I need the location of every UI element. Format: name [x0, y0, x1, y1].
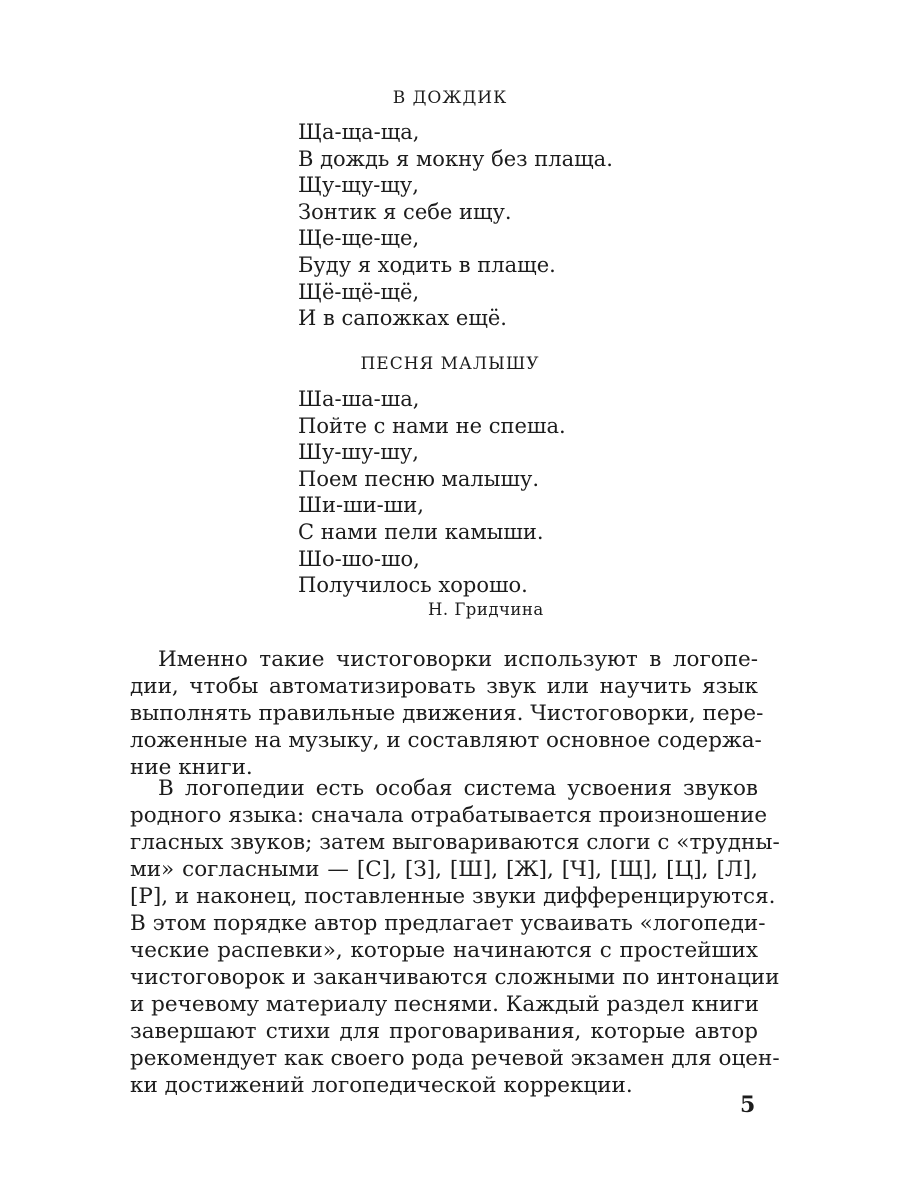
paragraph-line: Именно такие чистоговорки используют в логопе- — [158, 647, 758, 672]
poem-line: Буду я ходить в плаще. — [298, 252, 556, 277]
poem-line: Поем песню малышу. — [298, 466, 539, 491]
paragraph-2 — [130, 775, 780, 1099]
paragraph-line: В логопедии есть особая система усвоения звуков — [158, 776, 758, 801]
poem-title-rain: В ДОЖДИК — [392, 88, 508, 108]
poem-line: В дождь я мокну без плаща. — [298, 146, 613, 171]
poem-line: Ща-ща-ща, — [298, 120, 420, 144]
poem-title-song: ПЕСНЯ МАЛЫШУ — [360, 354, 540, 374]
poem-line: Ще-ще-ще, — [298, 226, 420, 251]
paragraph-line: рекомендует как своего рода речевой экзамен для оцен- — [130, 1046, 780, 1071]
paragraph-line: ми» согласными — [С], [З], [Ш], [Ж], [Ч], [Щ], [Ц], [Л], — [130, 857, 758, 882]
paragraph-line: В этом порядке автор предлагает усваивать «логопеди- — [130, 911, 766, 936]
paragraph-1 — [130, 646, 764, 781]
paragraph-line: и речевому материалу песнями. Каждый раздел книги — [130, 992, 759, 1017]
poem-line: Щу-щу-щу, — [298, 173, 419, 198]
poem-line: Пойте с нами не спеша. — [298, 413, 566, 438]
paragraph-line: [Р], и наконец, поставленные звуки дифференцируются. — [130, 884, 776, 909]
poem-line: Ши-ши-ши, — [298, 493, 424, 518]
poem-line: Получилось хорошо. — [298, 573, 528, 598]
paragraph-line: завершают стихи для проговаривания, которые автор — [130, 1019, 758, 1044]
poem-line: Зонтик я себе ищу. — [298, 199, 512, 224]
poem-line: Щё-щё-щё, — [298, 279, 420, 304]
poem-line: Ша-ша-ша, — [298, 387, 420, 411]
paragraph-line: ки достижений логопедической коррекции. — [130, 1073, 633, 1098]
paragraph-line: дии, чтобы автоматизировать звук или научить язык — [130, 674, 758, 699]
poem-line: Шу-шу-шу, — [298, 440, 419, 465]
paragraph-line: родного языка: сначала отрабатывается произношение — [130, 803, 768, 828]
poem-song — [298, 386, 566, 599]
poem-line: С нами пели камыши. — [298, 519, 544, 544]
paragraph-line: чистоговорок и заканчиваются сложными по интонации — [130, 965, 780, 990]
poem-author: Н. Гридчина — [428, 600, 544, 619]
poem-line: Шо-шо-шо, — [298, 546, 420, 571]
paragraph-line: ние книги. — [130, 755, 253, 780]
paragraph-line: выполнять правильные движения. Чистоговорки, пере- — [130, 701, 764, 726]
poem-rain — [298, 119, 613, 332]
poem-line: И в сапожках ещё. — [298, 306, 507, 331]
paragraph-line: гласных звуков; затем выговариваются слоги с «трудны- — [130, 830, 780, 855]
paragraph-line: ложенные на музыку, и составляют основное содержа- — [130, 728, 762, 753]
paragraph-line: ческие распевки», которые начинаются с простейших — [130, 938, 758, 963]
page-number: 5 — [740, 1092, 756, 1118]
